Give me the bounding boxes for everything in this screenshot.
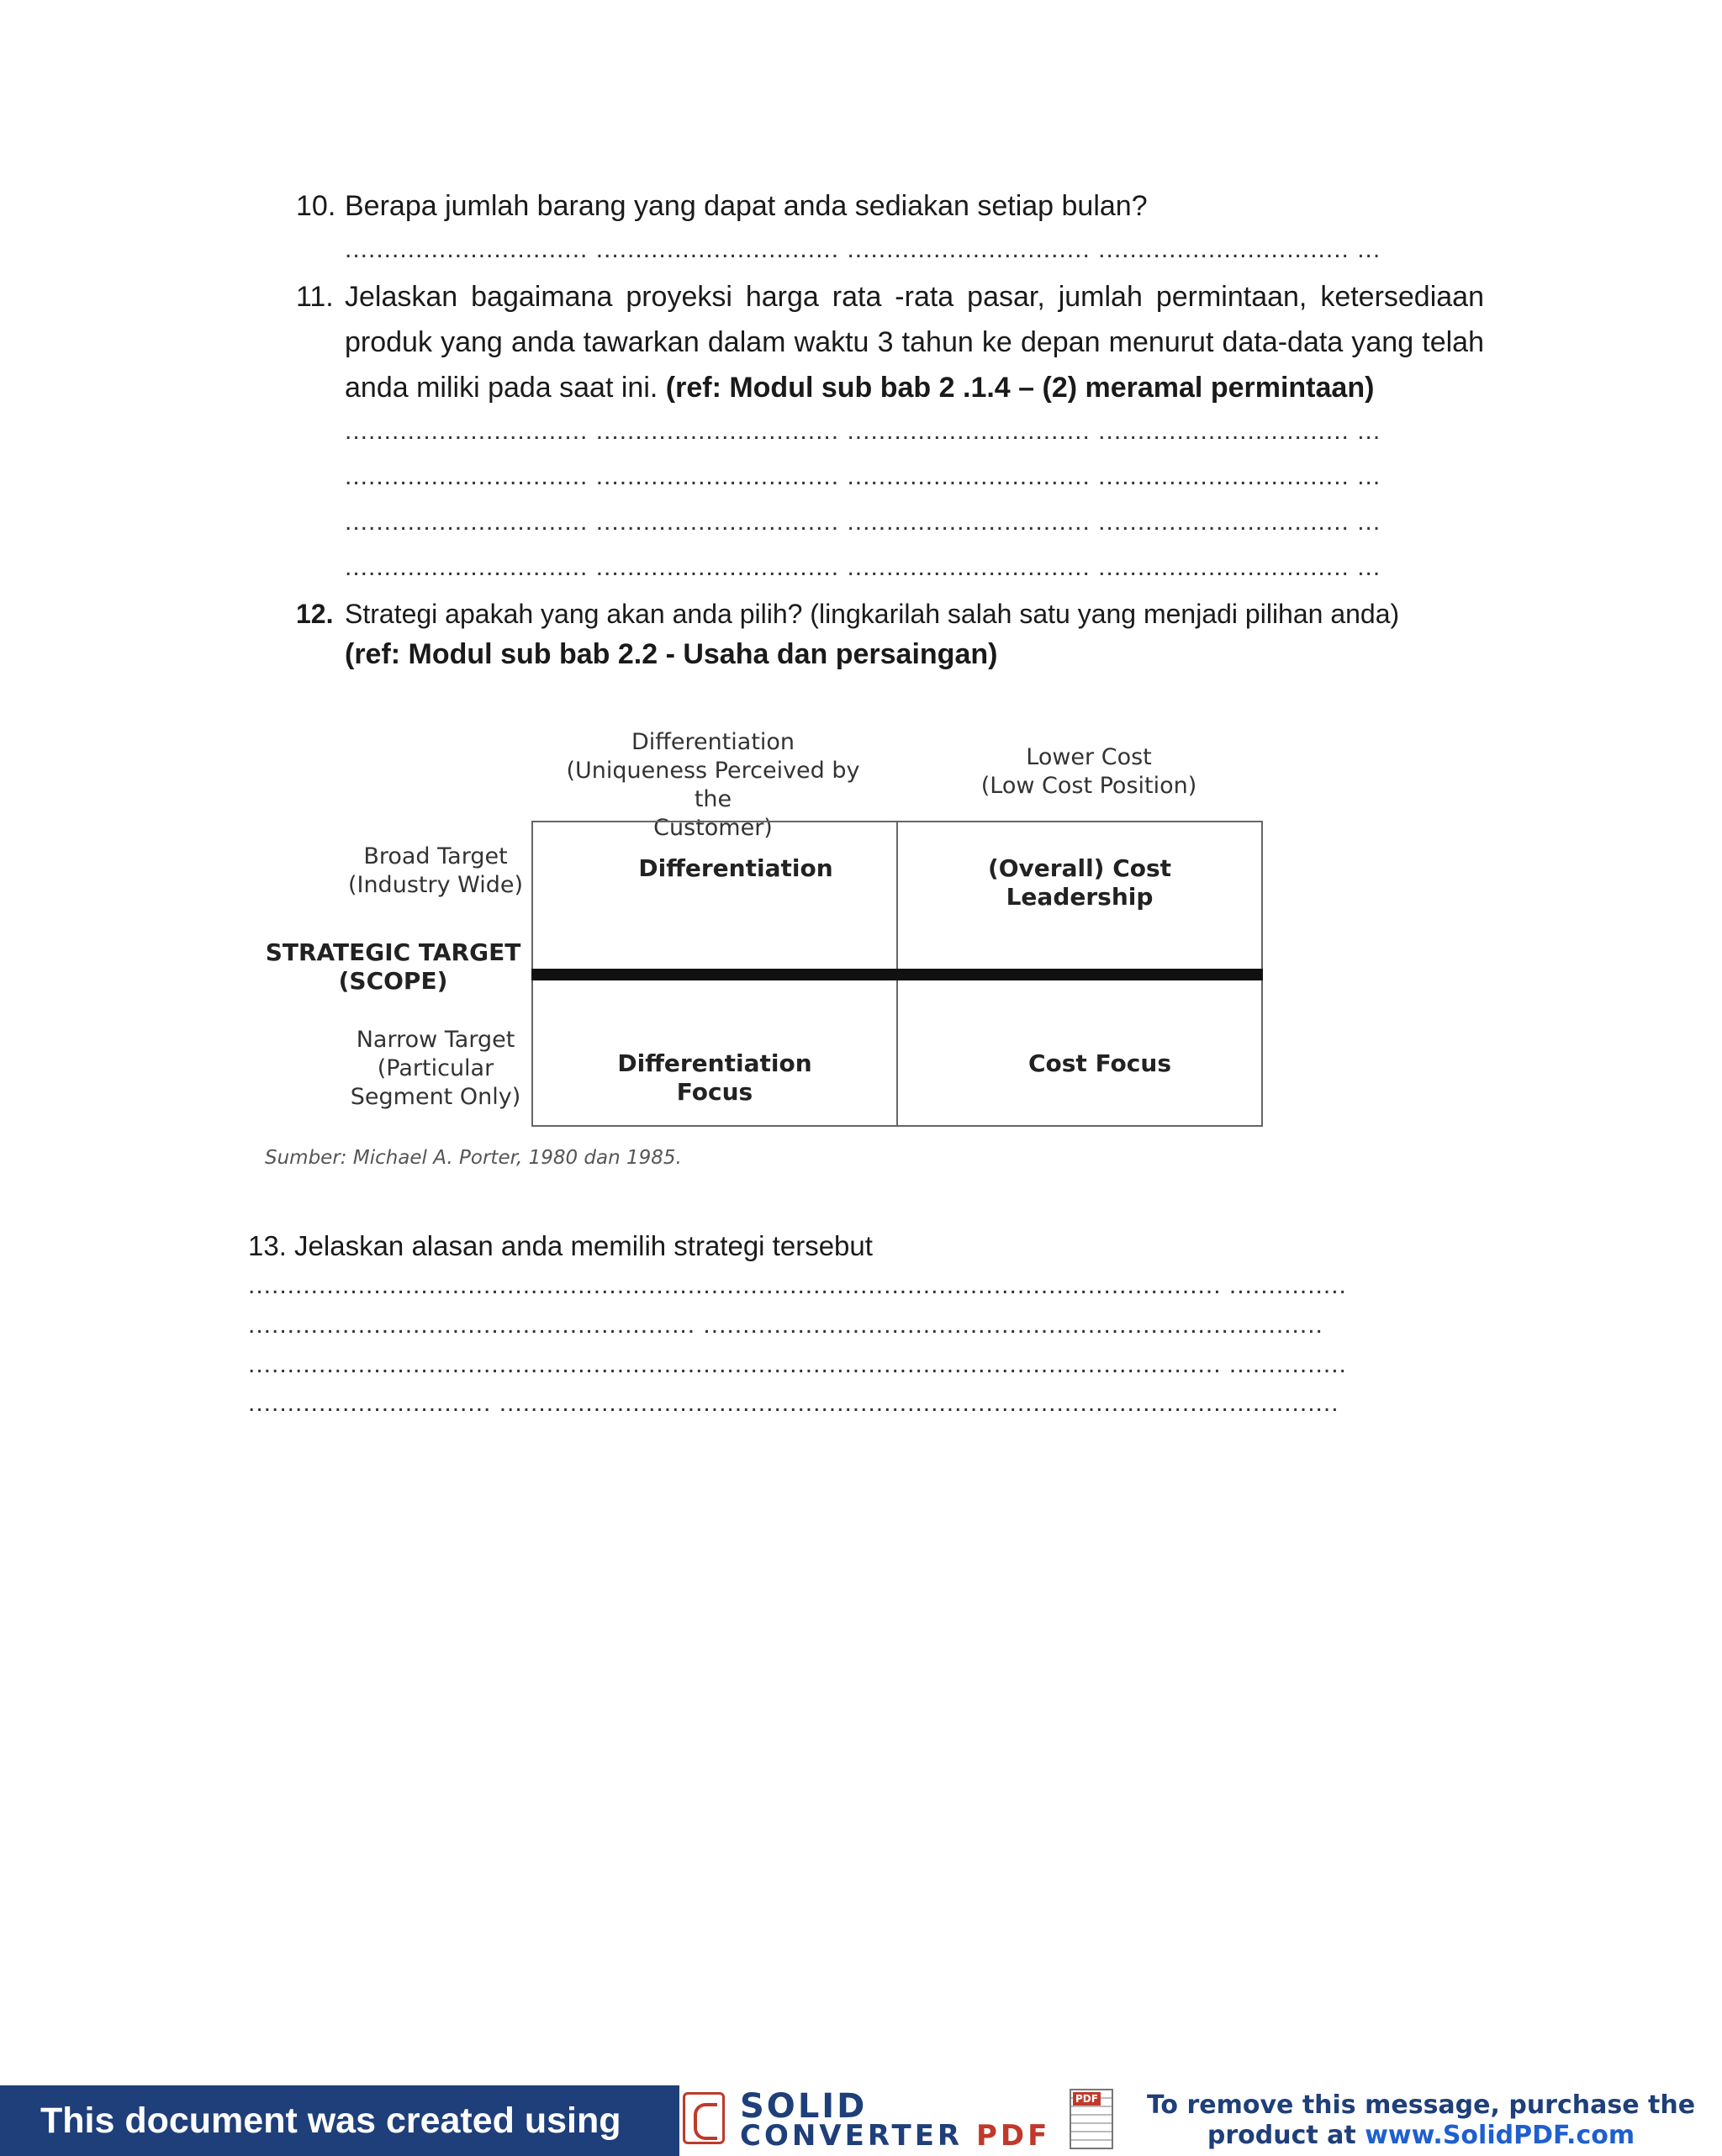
- answer-line: ............................................................................................................................ ...............: [248, 1350, 1347, 1378]
- logo-converter-text: CONVERTER PDF: [740, 2119, 1051, 2153]
- question-text: Berapa jumlah barang yang dapat anda sediakan setiap bulan?: [345, 190, 1148, 222]
- answer-line: ............................... ...........................................................................................................: [248, 1389, 1339, 1417]
- converter-banner: [0, 2085, 1722, 2156]
- reference-note: (ref: Modul sub bab 2 .1.4 – (2) meramal permintaan): [665, 372, 1375, 404]
- logo-solid-text: SOLID: [740, 2087, 868, 2126]
- question-number: 11.: [296, 281, 334, 313]
- strategy-cost-leadership: (Overall) Cost Leadership: [987, 854, 1172, 911]
- question-text: [345, 594, 1522, 674]
- scope-divider: [531, 969, 1263, 980]
- question-12: [0, 594, 1722, 678]
- axis-label-strategic-target: STRATEGIC TARGET (SCOPE): [265, 938, 521, 995]
- source-citation: Sumber: Michael A. Porter, 1980 dan 1985.: [265, 1147, 682, 1169]
- answer-line: ............................... ............................... ............................... ................................ ...: [345, 417, 1381, 445]
- question-text: 13. Jelaskan alasan anda memilih strategi tersebut: [248, 1230, 873, 1261]
- question-number: 12.: [296, 599, 334, 629]
- column-header-differentiation: Differentiation (Uniqueness Perceived by the Customer): [566, 729, 860, 841]
- column-header-lower-cost: Lower Cost (Low Cost Position): [980, 744, 1197, 799]
- answer-line: ......................................................... ...............................................................................: [248, 1311, 1323, 1339]
- question-10: [0, 183, 1722, 234]
- banner-purchase-message: To remove this message, purchase the product at www.SolidPDF.com: [1146, 2090, 1696, 2150]
- cell-top-left: [531, 821, 898, 975]
- answer-line: ............................... ............................... ............................... ................................ ...: [345, 462, 1381, 490]
- answer-line: ............................................................................................................................ ...............: [248, 1271, 1347, 1299]
- strategy-cost-focus: Cost Focus: [1027, 1049, 1171, 1077]
- answer-line: ............................... ............................... ............................... ................................ ...: [345, 508, 1381, 536]
- solidpdf-link[interactable]: www.SolidPDF.com: [1365, 2121, 1635, 2150]
- question-13: [248, 1223, 1509, 1269]
- strategy-differentiation: Differentiation: [638, 854, 833, 882]
- row-label-broad-target: Broad Target (Industry Wide): [347, 843, 524, 898]
- answer-line: ............................... ............................... ............................... ................................ ...: [345, 235, 1381, 263]
- answer-line: ............................... ............................... ............................... ................................ ...: [345, 553, 1381, 581]
- banner-created-using: This document was created using: [0, 2085, 679, 2156]
- solid-logo-icon: [683, 2092, 725, 2144]
- row-label-narrow-target: Narrow Target (Particular Segment Only): [350, 1027, 521, 1110]
- pdf-document-icon: PDF: [1070, 2089, 1113, 2149]
- question-text: [345, 274, 1484, 410]
- question-body: Strategi apakah yang akan anda pilih? (lingkarilah salah satu yang menjadi pilihan anda): [345, 599, 1400, 629]
- reference-note: (ref: Modul sub bab 2.2 - Usaha dan persaingan): [345, 638, 998, 670]
- question-11: [0, 274, 1722, 417]
- question-body: Jelaskan bagaimana proyeksi harga rata -rata pasar, jumlah permintaan, ketersediaan produk yang anda tawarkan dalam waktu 3 tahun ke depan menurut data-data yang telah anda miliki pada saat ini.: [345, 281, 1484, 404]
- strategy-differentiation-focus: Differentiation Focus: [617, 1049, 812, 1106]
- question-number: 10.: [296, 190, 336, 222]
